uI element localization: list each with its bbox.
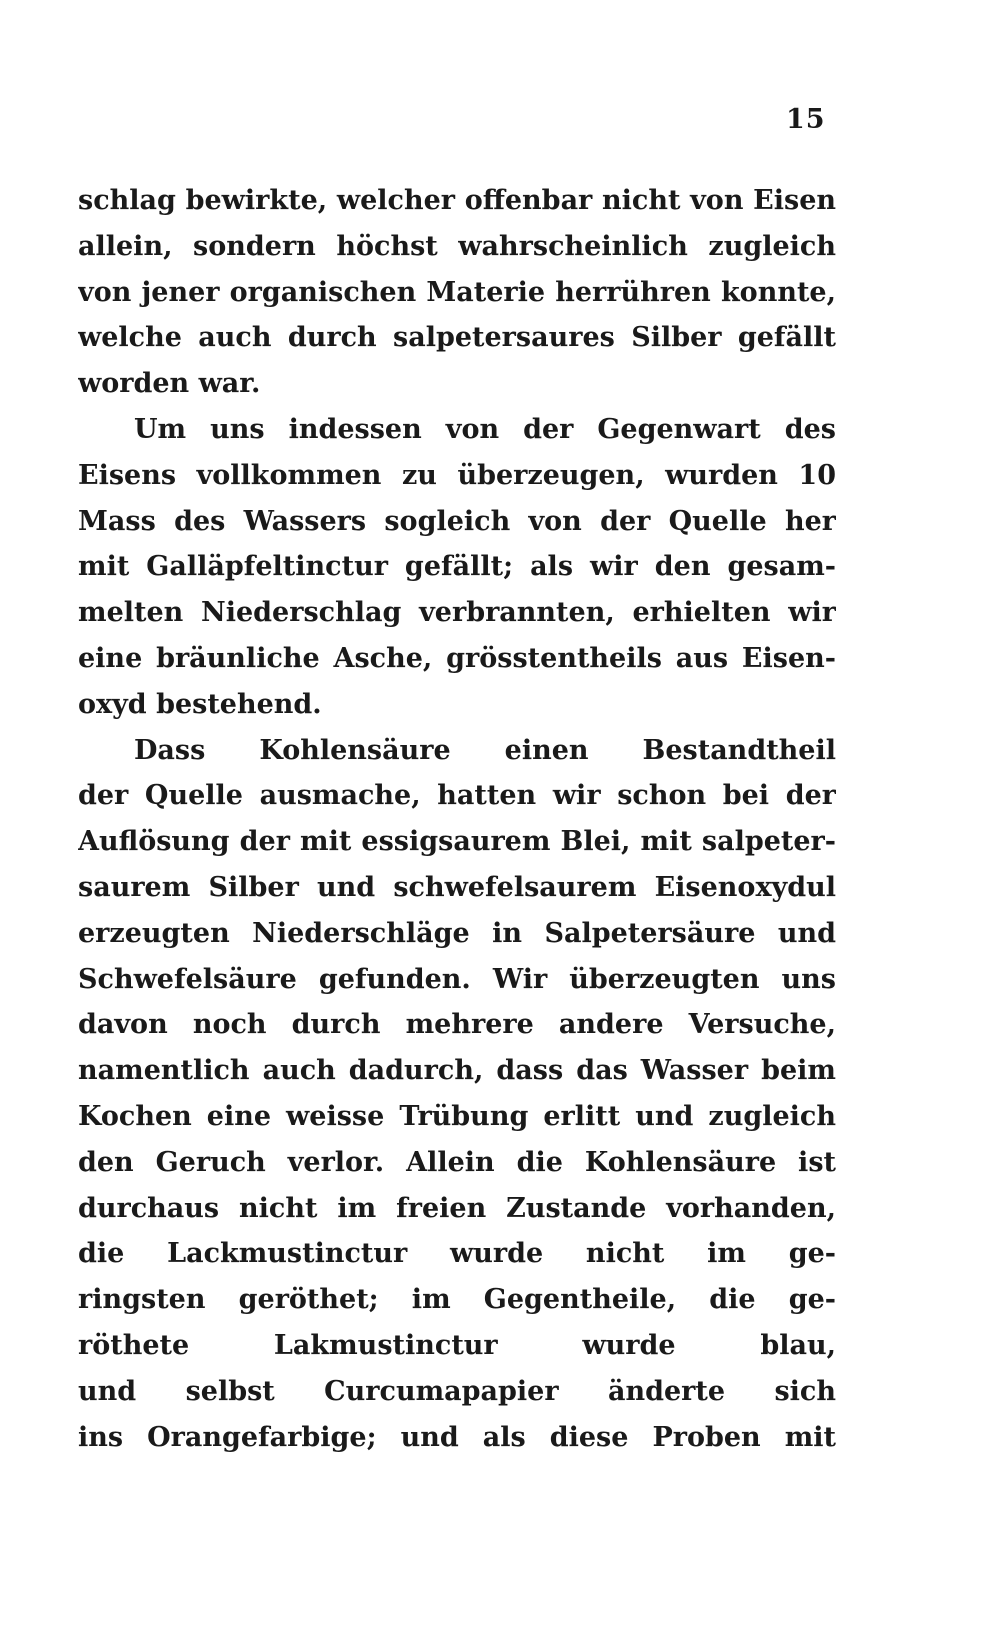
page-number: 15 [786,104,826,135]
text-line: Mass des Wassers sogleich von der Quelle her [78,505,836,537]
text-line: den Geruch verlor. Allein die Kohlensäure ist [78,1146,836,1178]
text-line: der Quelle ausmache, hatten wir schon bei der [78,780,836,812]
text-line: Eisens vollkommen zu überzeugen, wurden 10 [78,459,836,491]
text-line: saurem Silber und schwefelsaurem Eisenoxydul [78,871,836,903]
text-line: eine bräunliche Asche, grösstentheils aus Eisen- [78,642,836,674]
text-line: ins Orangefarbige; und als diese Proben mit [78,1421,836,1453]
text-line: ringsten geröthet; im Gegentheile, die ge- [78,1284,836,1316]
paragraph-start-line: Dass Kohlensäure einen Bestandtheil [134,734,836,766]
text-line: oxyd bestehend. [78,688,322,720]
text-line: davon noch durch mehrere andere Versuche, [78,1009,836,1041]
text-line: röthete Lakmustinctur wurde blau, [78,1329,836,1361]
body-text [78,178,836,1460]
text-line: durchaus nicht im freien Zustande vorhanden, [78,1192,836,1224]
text-line: von jener organischen Materie herrühren konnte, [78,276,836,308]
text-line: mit Galläpfeltinctur gefällt; als wir den gesam- [78,551,836,583]
text-line: Schwefelsäure gefunden. Wir überzeugten uns [78,963,836,995]
paragraph-start-line: Um uns indessen von der Gegenwart des [134,413,836,445]
text-line: Kochen eine weisse Trübung erlitt und zugleich [78,1100,836,1132]
text-line: schlag bewirkte, welcher offenbar nicht von Eisen [78,185,836,216]
text-line: Auflösung der mit essigsaurem Blei, mit salpeter- [78,826,836,858]
text-line: erzeugten Niederschläge in Salpetersäure und [78,917,836,949]
text-line: worden war. [78,368,261,400]
text-line: welche auch durch salpetersaures Silber gefällt [78,322,836,354]
text-line: und selbst Curcumapapier änderte sich [78,1375,836,1407]
text-line: melten Niederschlag verbrannten, erhielten wir [78,597,836,629]
text-line: namentlich auch dadurch, dass das Wasser beim [78,1055,836,1087]
text-line: die Lackmustinctur wurde nicht im ge- [78,1238,836,1270]
text-line: allein, sondern höchst wahrscheinlich zugleich [78,230,836,262]
